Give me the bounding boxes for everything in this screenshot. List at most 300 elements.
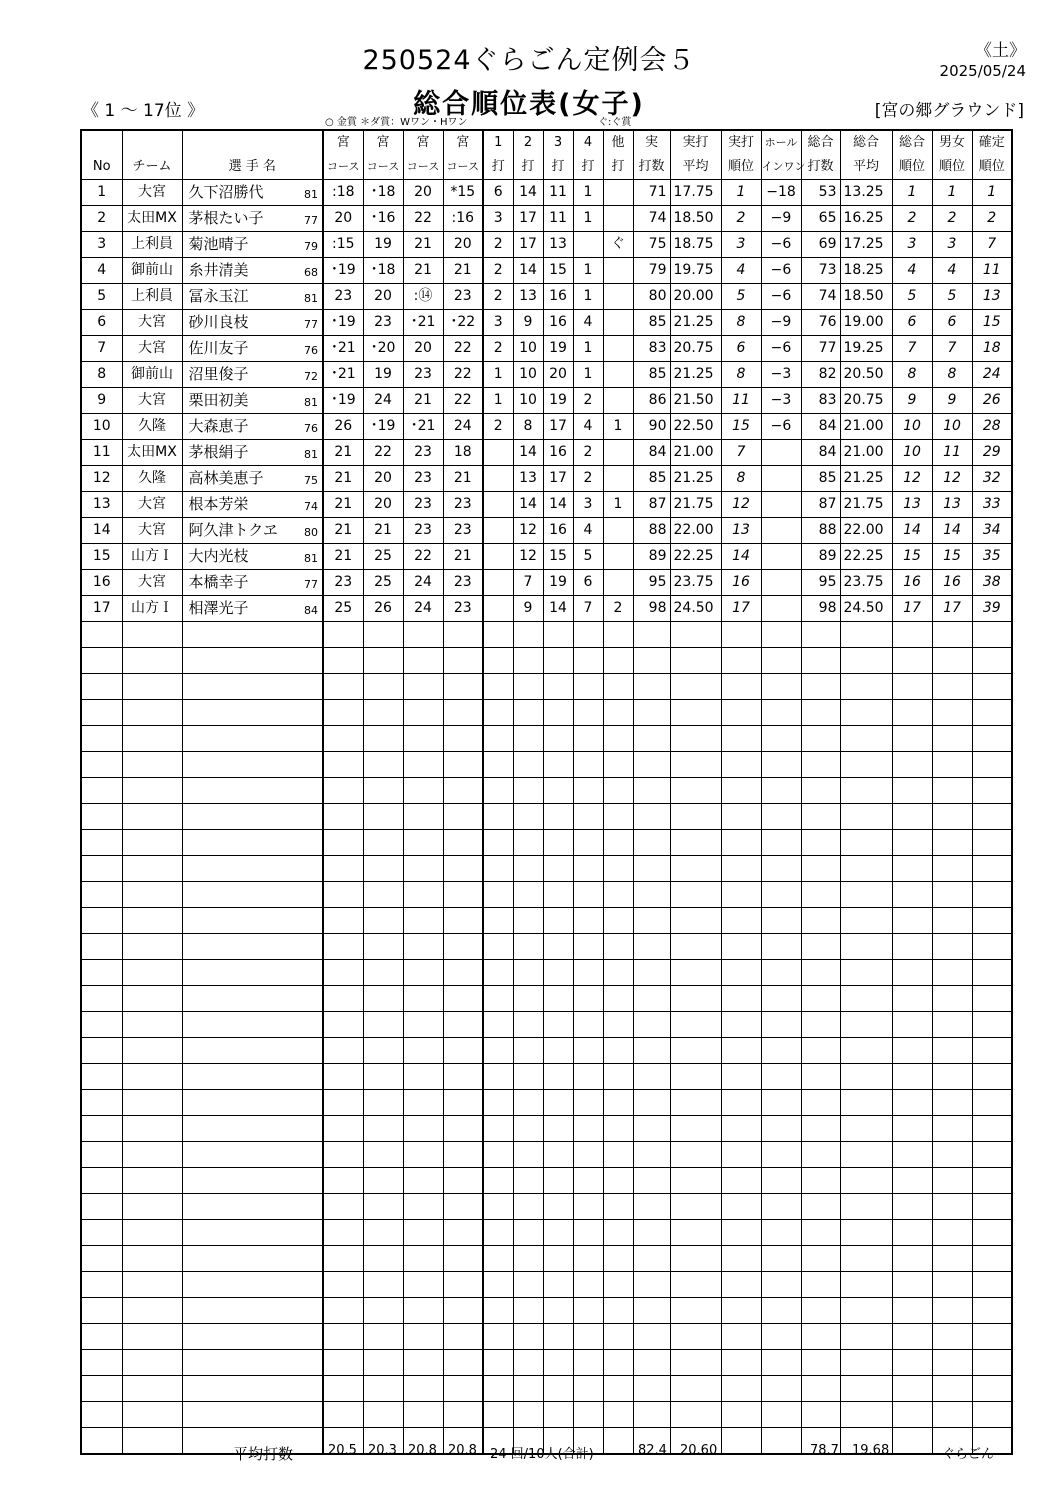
cell-other [603,830,633,856]
cell-course3 [403,856,443,882]
cell-course3 [403,1012,443,1038]
cell-other [603,908,633,934]
cell-course3 [403,1350,443,1376]
footer-gavg-avg: 19.68 [852,1443,890,1458]
cell-hole1 [483,908,513,934]
empty-row [81,908,1012,934]
cell-overall-rank [892,1064,932,1090]
cell-course2: 25 [363,544,403,570]
cell-course4 [443,1350,483,1376]
cell-team [122,622,182,648]
cell-gender-rank: 10 [932,414,972,440]
cell-gender-rank [932,752,972,778]
cell-total-strokes: 95 [633,570,670,596]
cell-grand-total: 95 [801,570,840,596]
cell-player-name [182,440,323,466]
cell-no [81,1090,122,1116]
cell-gender-rank [932,726,972,752]
cell-hole4 [573,1272,603,1298]
cell-other [603,1376,633,1402]
cell-grand-total [801,1194,840,1220]
cell-hole4: 6 [573,570,603,596]
cell-hole1 [483,882,513,908]
cell-gender-rank [932,1038,972,1064]
cell-grand-total [801,1246,840,1272]
cell-hole1 [483,1012,513,1038]
cell-player-name [182,674,323,700]
cell-team [122,1324,182,1350]
cell-final-rank: 24 [972,362,1012,388]
cell-hole1 [483,544,513,570]
cell-hole1: 1 [483,388,513,414]
cell-overall-rank [892,1246,932,1272]
cell-final-rank [972,1350,1012,1376]
cell-hole2: 12 [513,518,543,544]
cell-hole1 [483,518,513,544]
cell-course1 [323,856,363,882]
cell-course3 [403,1064,443,1090]
cell-total-strokes [633,1142,670,1168]
cell-hole2: 14 [513,258,543,284]
player-age: 81 [304,448,318,461]
cell-grand-average: 16.25 [840,206,892,232]
cell-hole-in-one [761,622,801,648]
cell-gender-rank [932,934,972,960]
cell-hole-in-one [761,570,801,596]
cell-overall-rank [892,1116,932,1142]
cell-other [603,258,633,284]
cell-average: 22.50 [670,414,721,440]
cell-hole4 [573,1402,603,1428]
cell-hole-in-one [761,934,801,960]
cell-strokes-rank [721,1168,761,1194]
cell-course4: 20 [443,232,483,258]
cell-average [670,1324,721,1350]
cell-course1: :18 [323,180,363,206]
cell-final-rank [972,726,1012,752]
cell-hole4 [573,1168,603,1194]
cell-overall-rank [892,934,932,960]
cell-course2: 21 [363,518,403,544]
cell-no [81,700,122,726]
cell-final-rank [972,674,1012,700]
cell-total-strokes: 84 [633,440,670,466]
cell-overall-rank: 16 [892,570,932,596]
cell-grand-total [801,1012,840,1038]
cell-no [81,1402,122,1428]
cell-course3 [403,1298,443,1324]
cell-course3 [403,648,443,674]
cell-course2 [363,648,403,674]
cell-course4 [443,1142,483,1168]
cell-course3 [403,882,443,908]
cell-hole2 [513,674,543,700]
cell-hole3: 20 [543,362,573,388]
player-age: 68 [304,266,318,279]
cell-average [670,622,721,648]
footer-total-avg: 82.4 [638,1443,667,1458]
cell-overall-rank: 15 [892,544,932,570]
cell-hole3 [543,1298,573,1324]
cell-hole3: 11 [543,206,573,232]
cell-hole4: 1 [573,180,603,206]
cell-course3 [403,1246,443,1272]
player-age: 77 [304,214,318,227]
cell-hole3 [543,622,573,648]
cell-course4 [443,1220,483,1246]
cell-hole-in-one [761,674,801,700]
cell-course1 [323,1038,363,1064]
cell-course1 [323,1090,363,1116]
cell-other [603,1402,633,1428]
cell-average [670,726,721,752]
cell-gender-rank: 15 [932,544,972,570]
cell-course2 [363,1064,403,1090]
empty-row [81,986,1012,1012]
cell-hole2 [513,752,543,778]
cell-hole-in-one [761,1298,801,1324]
cell-grand-total: 88 [801,518,840,544]
cell-gender-rank [932,1194,972,1220]
cell-player-name [182,830,323,856]
cell-hole-in-one [761,752,801,778]
cell-strokes-rank: 7 [721,440,761,466]
cell-grand-total: 76 [801,310,840,336]
cell-overall-rank [892,1220,932,1246]
cell-overall-rank [892,778,932,804]
cell-player-name [182,648,323,674]
cell-strokes-rank [721,934,761,960]
cell-course2 [363,908,403,934]
cell-gender-rank [932,1402,972,1428]
cell-player-name [182,1142,323,1168]
cell-course1 [323,1350,363,1376]
cell-overall-rank: 2 [892,206,932,232]
cell-course4: *15 [443,180,483,206]
cell-player-name [182,752,323,778]
cell-course2 [363,1142,403,1168]
cell-other [603,518,633,544]
cell-hole3: 19 [543,570,573,596]
empty-row [81,752,1012,778]
header-other: 他 [603,130,633,155]
cell-grand-average [840,1090,892,1116]
empty-row [81,934,1012,960]
cell-team [122,1402,182,1428]
cell-grand-total [801,830,840,856]
cell-course2: 20 [363,492,403,518]
cell-hole3 [543,752,573,778]
cell-no [81,1428,122,1455]
empty-row [81,1012,1012,1038]
cell-overall-rank: 9 [892,388,932,414]
cell-average: 23.75 [670,570,721,596]
cell-course3 [403,1038,443,1064]
cell-grand-average: 20.75 [840,388,892,414]
cell-course2 [363,726,403,752]
weekday-label: 《土》 [975,41,1026,61]
cell-grand-average [840,882,892,908]
cell-hole-in-one [761,986,801,1012]
table-row [81,310,1012,336]
cell-course2 [363,622,403,648]
cell-gender-rank: 6 [932,310,972,336]
cell-course3 [403,700,443,726]
player-age: 74 [304,500,318,513]
cell-player-name [182,232,323,258]
cell-course1 [323,1272,363,1298]
cell-grand-average [840,1220,892,1246]
cell-hole-in-one [761,544,801,570]
cell-total-strokes [633,1194,670,1220]
cell-strokes-rank [721,778,761,804]
cell-final-rank: 11 [972,258,1012,284]
cell-average [670,1168,721,1194]
cell-course1: 21 [323,440,363,466]
empty-row [81,1038,1012,1064]
cell-hole1 [483,856,513,882]
cell-overall-rank: 4 [892,258,932,284]
cell-total-strokes [633,1246,670,1272]
cell-other [603,856,633,882]
cell-course2 [363,1168,403,1194]
cell-hole2 [513,882,543,908]
cell-total-strokes: 79 [633,258,670,284]
cell-course3: 23 [403,440,443,466]
table-row [81,440,1012,466]
cell-course4: 22 [443,362,483,388]
cell-other [603,544,633,570]
table-row [81,466,1012,492]
cell-hole1 [483,1298,513,1324]
cell-overall-rank [892,1038,932,1064]
cell-hole2: 7 [513,570,543,596]
cell-gender-rank [932,960,972,986]
standings-table [80,129,1013,1455]
cell-no [81,1246,122,1272]
cell-grand-average [840,700,892,726]
cell-course2: 22 [363,440,403,466]
cell-final-rank: 26 [972,388,1012,414]
player-age: 76 [304,344,318,357]
cell-hole1 [483,1194,513,1220]
header-course1: コース [323,155,363,180]
cell-other [603,1038,633,1064]
cell-course1 [323,934,363,960]
cell-hole4 [573,1298,603,1324]
cell-final-rank [972,622,1012,648]
player-name: 久下沼勝代 [188,183,264,201]
cell-gender-rank: 11 [932,440,972,466]
cell-course1: 21 [323,518,363,544]
cell-no [81,1064,122,1090]
cell-overall-rank: 13 [892,492,932,518]
cell-hole3: 13 [543,232,573,258]
cell-hole3: 15 [543,544,573,570]
cell-average: 21.25 [670,362,721,388]
cell-hole-in-one: −6 [761,284,801,310]
cell-course4 [443,830,483,856]
cell-course1 [323,1168,363,1194]
cell-player-name [182,1376,323,1402]
cell-grand-average [840,1298,892,1324]
cell-course4 [443,986,483,1012]
cell-team [122,778,182,804]
cell-player-name [182,1220,323,1246]
cell-grand-total [801,1116,840,1142]
cell-course3: 20 [403,180,443,206]
cell-hole4: 1 [573,336,603,362]
cell-hole1 [483,934,513,960]
cell-course1: ･19 [323,310,363,336]
cell-course4 [443,1038,483,1064]
cell-no [81,778,122,804]
cell-player-name [182,934,323,960]
cell-average: 21.50 [670,388,721,414]
cell-average: 22.25 [670,544,721,570]
cell-hole4 [573,1064,603,1090]
cell-course2: 20 [363,466,403,492]
cell-final-rank [972,960,1012,986]
cell-course2 [363,1324,403,1350]
cell-hole-in-one: −6 [761,414,801,440]
cell-overall-rank [892,830,932,856]
cell-hole-in-one: −3 [761,362,801,388]
cell-team [122,1142,182,1168]
cell-overall-rank [892,1142,932,1168]
empty-row [81,674,1012,700]
cell-other [603,674,633,700]
cell-grand-total [801,726,840,752]
cell-course4: 23 [443,492,483,518]
cell-grand-total: 77 [801,336,840,362]
cell-hole3: 16 [543,284,573,310]
cell-course1 [323,752,363,778]
cell-grand-total: 85 [801,466,840,492]
cell-gender-rank: 2 [932,206,972,232]
cell-course4 [443,622,483,648]
cell-strokes-rank: 5 [721,284,761,310]
header-player-name [182,130,323,155]
cell-hole2 [513,1402,543,1428]
table-row [81,596,1012,622]
cell-hole4 [573,1220,603,1246]
cell-grand-average [840,1064,892,1090]
cell-player-name [182,1038,323,1064]
cell-strokes-rank [721,752,761,778]
cell-hole4 [573,1116,603,1142]
cell-total-strokes: 88 [633,518,670,544]
cell-overall-rank [892,648,932,674]
cell-grand-average: 18.25 [840,258,892,284]
cell-course3: 23 [403,466,443,492]
cell-hole1: 3 [483,206,513,232]
player-age: 80 [304,526,318,539]
cell-no [81,960,122,986]
cell-hole-in-one [761,856,801,882]
cell-team: 太田MX [122,440,182,466]
cell-grand-total [801,1298,840,1324]
cell-team [122,856,182,882]
cell-course1 [323,648,363,674]
cell-player-name [182,1064,323,1090]
cell-no [81,1350,122,1376]
cell-team [122,700,182,726]
cell-grand-total [801,960,840,986]
cell-grand-total: 73 [801,258,840,284]
cell-total-strokes [633,804,670,830]
cell-strokes-rank: 8 [721,466,761,492]
cell-player-name [182,622,323,648]
cell-final-rank: 28 [972,414,1012,440]
cell-strokes-rank: 2 [721,206,761,232]
cell-hole3 [543,674,573,700]
cell-strokes-rank [721,622,761,648]
cell-gender-rank: 8 [932,362,972,388]
cell-hole1 [483,1376,513,1402]
cell-hole3 [543,1012,573,1038]
cell-hole2 [513,1246,543,1272]
cell-strokes-rank [721,1298,761,1324]
cell-average [670,1116,721,1142]
cell-hole2 [513,1038,543,1064]
cell-hole4 [573,1350,603,1376]
cell-other [603,466,633,492]
cell-hole4 [573,986,603,1012]
cell-strokes-rank [721,882,761,908]
cell-gender-rank: 4 [932,258,972,284]
cell-course4 [443,1402,483,1428]
cell-team [122,726,182,752]
cell-player-name [182,856,323,882]
cell-average: 21.00 [670,440,721,466]
header-hole-in-one: インワン [761,155,801,180]
cell-hole1: 2 [483,284,513,310]
cell-overall-rank [892,856,932,882]
cell-no [81,1298,122,1324]
cell-hole-in-one [761,1428,801,1455]
cell-hole-in-one [761,518,801,544]
cell-hole1 [483,1350,513,1376]
cell-hole2 [513,622,543,648]
cell-course4: :16 [443,206,483,232]
cell-course3: 21 [403,388,443,414]
cell-hole3 [543,778,573,804]
header-gender-rank: 男女 [932,130,972,155]
cell-no: 3 [81,232,122,258]
cell-final-rank [972,1272,1012,1298]
cell-player-name [182,180,323,206]
document-subtitle: 総合順位表(女子) [413,89,645,120]
cell-grand-total [801,1038,840,1064]
cell-hole-in-one [761,1350,801,1376]
empty-row [81,1350,1012,1376]
cell-gender-rank: 12 [932,466,972,492]
cell-total-strokes: 87 [633,492,670,518]
cell-player-name [182,414,323,440]
cell-no [81,986,122,1012]
cell-hole1 [483,1272,513,1298]
cell-grand-average [840,960,892,986]
cell-average [670,1012,721,1038]
cell-course1: ･19 [323,388,363,414]
cell-overall-rank [892,804,932,830]
cell-gender-rank: 13 [932,492,972,518]
cell-player-name [182,986,323,1012]
cell-player-name [182,1090,323,1116]
cell-grand-average: 13.25 [840,180,892,206]
cell-other [603,1194,633,1220]
